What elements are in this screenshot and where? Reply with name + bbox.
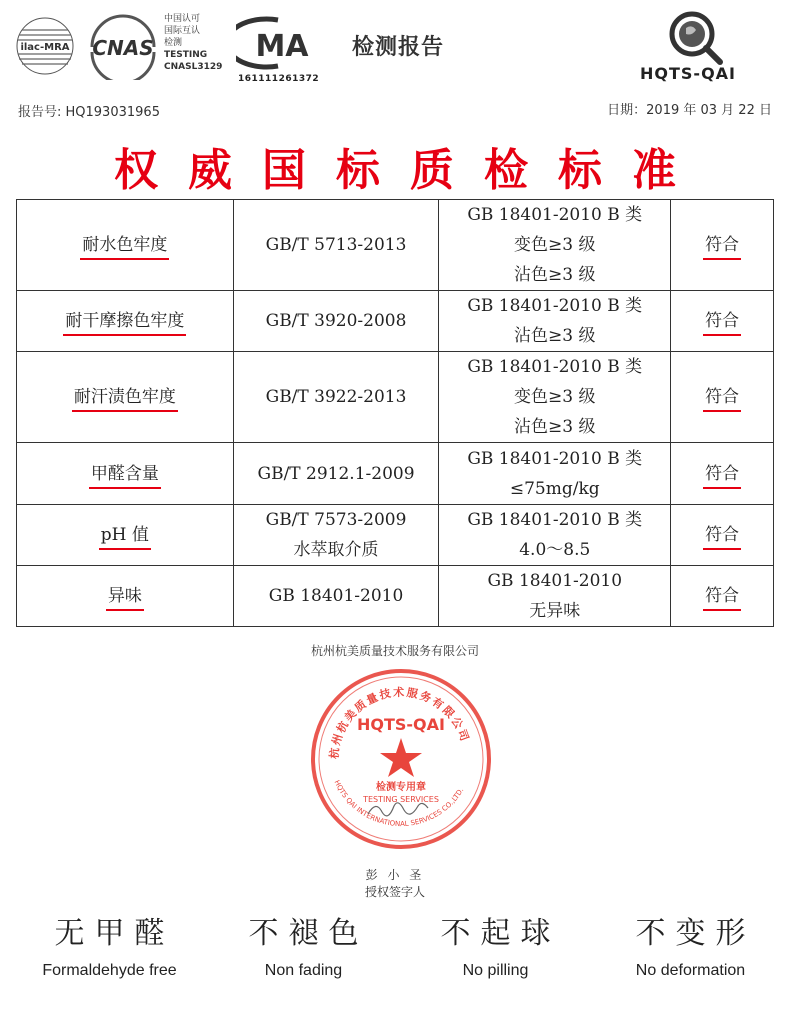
feature-non-fading: [205, 914, 402, 980]
result-cell: [671, 566, 774, 627]
standard-line: GB 18401-2010 B 类: [467, 296, 643, 316]
feature-no-pilling: [397, 914, 594, 980]
standard-line: 沾色≥3 级: [514, 326, 596, 346]
result-cell: [671, 200, 774, 291]
test-item-label: 异味: [106, 583, 144, 611]
cnas-line: 国际互认: [164, 26, 201, 36]
test-method-line: GB/T 7573-2009: [265, 510, 407, 530]
headline: 权威国标质检标准: [114, 145, 706, 196]
seal-center-text: HQTS-QAI: [356, 715, 446, 734]
standard-line: 无异味: [529, 601, 581, 621]
result-cell: [671, 505, 774, 566]
result-label: 符合: [703, 384, 741, 412]
standard-line: GB 18401-2010 B 类: [467, 510, 643, 530]
standard-line: GB 18401-2010 B 类: [467, 448, 643, 469]
result-label: 符合: [703, 308, 741, 336]
feature-subtitle: No pilling: [462, 962, 529, 979]
report-number: 报告号: HQ193031965: [18, 105, 160, 120]
test-method-cell: [233, 566, 439, 627]
result-label: 符合: [703, 232, 741, 260]
test-method-line: GB/T 3922-2013: [265, 387, 407, 407]
standard-line: ≤75mg/kg: [509, 478, 600, 499]
table-row: [17, 291, 774, 352]
test-method-cell: [233, 200, 439, 291]
standard-line: 变色≥3 级: [514, 387, 596, 407]
cnas-line: 检测: [164, 38, 183, 48]
test-method-line: GB 18401-2010: [268, 586, 404, 606]
feature-title: 不起球: [440, 916, 561, 951]
seal-top-arc-text: 杭州杭美质量技术服务有限公司: [327, 685, 472, 760]
result-cell: [671, 352, 774, 443]
standard-cell: [439, 505, 671, 566]
test-item-cell: [17, 352, 234, 443]
test-method-cell: [233, 443, 439, 505]
feature-no-deformation: [592, 914, 789, 980]
test-item-label: 耐汗渍色牢度: [72, 384, 178, 412]
test-item-label: 甲醛含量: [89, 461, 161, 489]
result-cell: [671, 443, 774, 505]
feature-title: 不变形: [635, 916, 756, 951]
seal-label: 检测专用章: [376, 782, 426, 793]
result-label: 符合: [703, 461, 741, 489]
feature-subtitle: Non fading: [264, 962, 343, 979]
test-item-label: pH 值: [99, 522, 151, 550]
standard-line: 变色≥3 级: [514, 235, 596, 255]
test-method-cell: [233, 505, 439, 566]
test-item-cell: [17, 200, 234, 291]
table-row: [17, 566, 774, 627]
cma-logo: [236, 16, 320, 70]
signer-title: 授权签字人: [364, 885, 425, 899]
test-results-table: [16, 199, 774, 627]
feature-formaldehyde-free: [11, 914, 208, 980]
company-name: 杭州杭美质量技术服务有限公司: [310, 644, 479, 658]
test-method-line: GB/T 2912.1-2009: [257, 463, 415, 484]
ilac-mra-logo: [14, 16, 76, 76]
seal-sub-text: TESTING SERVICES: [363, 795, 439, 804]
standard-cell: [439, 443, 671, 505]
table-row: [17, 505, 774, 566]
cnas-label: CNAS: [92, 36, 154, 60]
cma-label: MA: [255, 29, 309, 64]
result-cell: [671, 291, 774, 352]
hqts-globe-icon: [664, 6, 724, 66]
result-label: 符合: [703, 522, 741, 550]
standard-cell: [439, 566, 671, 627]
standard-line: GB 18401-2010: [487, 571, 623, 591]
signer-name: 彭 小 圣: [365, 868, 425, 882]
cnas-line: TESTING: [164, 50, 208, 60]
feature-subtitle: Formaldehyde free: [42, 962, 177, 979]
test-item-label: 耐干摩擦色牢度: [63, 308, 186, 336]
standard-line: 沾色≥3 级: [514, 417, 596, 437]
test-item-cell: [17, 505, 234, 566]
test-method-cell: [233, 291, 439, 352]
standard-line: GB 18401-2010 B 类: [467, 205, 643, 225]
table-row: [17, 200, 774, 291]
table-row: [17, 443, 774, 505]
cnas-line: CNASL3129: [164, 62, 223, 72]
report-title: 检测报告: [352, 35, 445, 60]
test-method-cell: [233, 352, 439, 443]
ilac-mra-label: ilac-MRA: [20, 42, 70, 53]
report-date: 日期：2019 年 03 月 22 日: [607, 103, 772, 118]
standard-line: 沾色≥3 级: [514, 265, 596, 285]
cnas-caption: [164, 13, 222, 73]
seal-star-icon: [380, 738, 422, 777]
feature-title: 不褪色: [248, 916, 369, 951]
standard-cell: [439, 291, 671, 352]
cnas-logo: [86, 14, 160, 80]
standard-line: GB 18401-2010 B 类: [467, 357, 643, 377]
test-item-cell: [17, 443, 234, 505]
signature-scribble: [368, 803, 428, 816]
feature-title: 无甲醛: [54, 916, 175, 951]
company-seal-stamp: [308, 666, 494, 852]
table-row: [17, 352, 774, 443]
standard-cell: [439, 352, 671, 443]
result-label: 符合: [703, 583, 741, 611]
test-item-cell: [17, 291, 234, 352]
feature-subtitle: No deformation: [635, 962, 746, 979]
standard-cell: [439, 200, 671, 291]
test-method-line: GB/T 3920-2008: [265, 311, 407, 331]
seal-bottom-arc-text: HQTS QAI INTERNATIONAL SERVICES CO.,LTD.: [332, 778, 466, 829]
test-method-line: GB/T 5713-2013: [265, 235, 407, 255]
cma-number: 161111261372: [238, 74, 320, 84]
test-method-line: 水萃取介质: [293, 540, 379, 560]
standard-line: 4.0～8.5: [519, 540, 591, 560]
hqts-logo-text: HQTS-QAI: [640, 64, 737, 83]
cnas-line: 中国认可: [164, 14, 201, 24]
test-item-label: 耐水色牢度: [80, 232, 169, 260]
test-item-cell: [17, 566, 234, 627]
